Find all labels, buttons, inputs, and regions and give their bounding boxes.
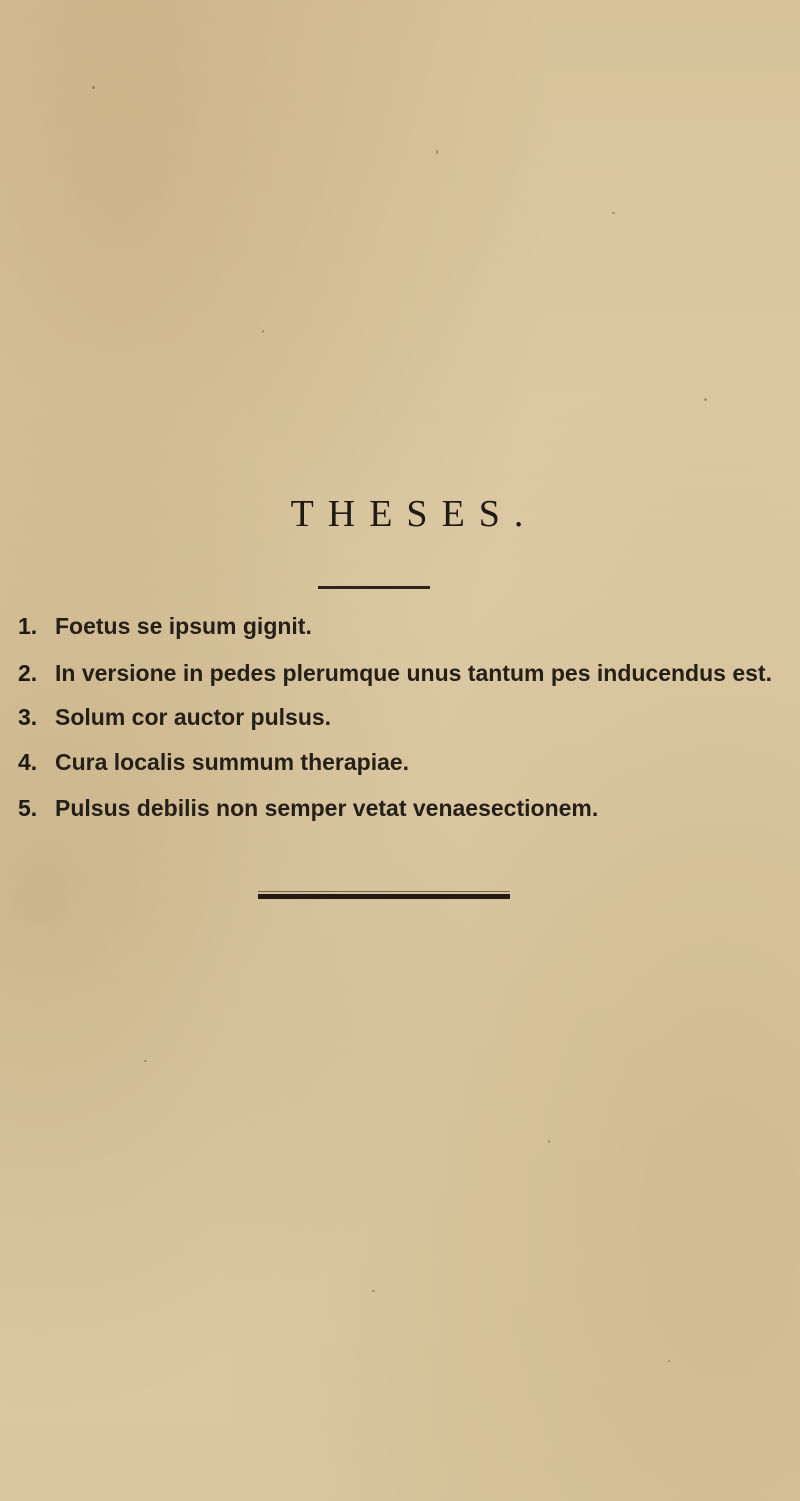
- thesis-number: 5.: [18, 795, 38, 821]
- thesis-text: Solum cor auctor pulsus.: [55, 704, 332, 730]
- list-item: [18, 608, 778, 644]
- list-item: [18, 655, 778, 691]
- paper-speck: [92, 86, 95, 89]
- thesis-number: 3.: [18, 704, 38, 730]
- thesis-text: Pulsus debilis non semper vetat venaesectionem.: [55, 795, 599, 821]
- thesis-text: In versione in pedes plerumque unus tantum pes inducendus est.: [55, 660, 772, 686]
- paper-speck: [262, 330, 264, 333]
- theses-list: [18, 608, 778, 826]
- thesis-number: 1.: [18, 613, 38, 639]
- paper-speck: [704, 398, 707, 401]
- list-item: [18, 790, 778, 826]
- list-item: [18, 699, 778, 735]
- paper-speck: [612, 212, 615, 214]
- paper-speck: [144, 1060, 147, 1062]
- thesis-text: Foetus se ipsum gignit.: [55, 613, 312, 639]
- paper-speck: [372, 1290, 375, 1292]
- thesis-number: 2.: [18, 660, 38, 686]
- title-divider: [318, 586, 430, 589]
- page-title: THESES.: [290, 493, 538, 535]
- closing-divider: [258, 894, 510, 899]
- thesis-text: Cura localis summum therapiae.: [55, 749, 410, 775]
- paper-speck: [436, 150, 438, 154]
- thesis-number: 4.: [18, 749, 38, 775]
- paper-speck: [548, 1140, 550, 1143]
- list-item: [18, 744, 778, 780]
- paper-speck: [668, 1360, 670, 1362]
